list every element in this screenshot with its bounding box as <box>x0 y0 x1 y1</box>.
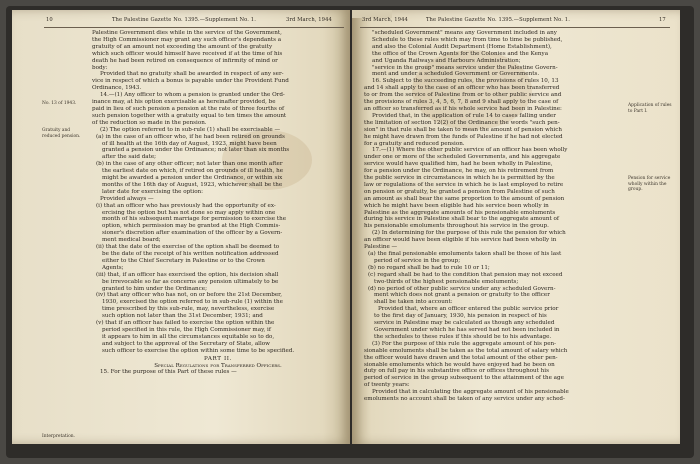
text-line: might be awarded a pension under the Ordinance, or within six <box>102 175 283 182</box>
text-line: either to the Chief Secretary in Palestine or to the Crown <box>102 257 265 264</box>
left-header-title: The Palestine Gazette No. 1395.—Supplement No. 1. <box>112 17 256 23</box>
text-line: 15. For the purpose of this Part of these rules — <box>100 369 237 376</box>
text-line: granted a pension under the Ordinance; not later than six months <box>102 147 290 154</box>
text-line: and 14 shall apply to the case of an officer who has been transferred <box>364 85 560 92</box>
text-line: an amount as shall bear the same proportion to the amount of pension <box>364 195 565 202</box>
text-line: (iv) that any officer who has not, on or before the 21st December, <box>96 292 282 299</box>
text-line: for a pension under the Ordinance, he may, on his retirement from <box>364 168 554 175</box>
text-line: ercising the option but has not done so may apply within one <box>102 209 276 216</box>
text-line: law or regulations of the service in which he is last employed to retire <box>364 181 564 188</box>
right-body-text <box>364 30 622 403</box>
text-line: "scheduled Government" means any Government included in any <box>372 30 557 36</box>
text-line: sionable emoluments which he would have enjoyed had he been on <box>364 361 555 368</box>
text-line: and subject to the approval of the Secretary of State, allow <box>102 340 270 347</box>
text-line: after the said date; <box>102 154 157 161</box>
text-line: period of service in the group subsequent to the attainment of the age <box>364 375 564 382</box>
text-line: period of service in the group; <box>374 257 461 264</box>
left-header-date: 3rd March, 1944 <box>286 17 332 23</box>
text-line: granted to him under the Ordinance; <box>102 285 207 292</box>
header-rule <box>44 27 344 28</box>
text-line: under one or more of the scheduled Governments, and his aggregate <box>364 154 561 161</box>
text-line: ment and under a scheduled Government or Governments. <box>372 71 540 78</box>
text-line: (v) that if an officer has failed to exercise the option within the <box>96 320 275 327</box>
text-line: the public service in circumstances in which he is permitted by the <box>364 175 555 182</box>
header-rule <box>360 27 670 28</box>
right-page-number: 17 <box>659 17 666 23</box>
text-line: Provided that no gratuity shall be awarded in respect of any ser- <box>100 71 284 78</box>
text-line: of ill health at the 16th day of August, 1923, might have been <box>102 140 277 147</box>
text-line: Provided that, where an officer entered the public service prior <box>378 306 559 313</box>
text-line: Agents; <box>102 264 124 271</box>
text-line: paid in lieu of such pension a pension at the rate of three fourths of <box>92 105 285 112</box>
text-line: body: <box>92 64 108 71</box>
text-line: months of the 16th day of August, 1923, whichever shall be the <box>102 181 283 188</box>
margin-note: No. 13 of 1943. <box>42 101 77 106</box>
right-header-date: 3rd March, 1944 <box>362 17 408 23</box>
text-line: option, which permission may be granted at the High Commis- <box>102 223 281 230</box>
text-line: death he had been retired on consequence of infirmity of mind or <box>92 57 278 64</box>
text-line: sionable emoluments shall be taken as the total amount of salary which <box>364 347 568 354</box>
text-line: (ii) that the date of the exercise of the option shall be deemed to <box>96 244 280 251</box>
text-line: "service in the group" means service under the Palestine Govern- <box>372 64 558 71</box>
text-line: Schedule to these rules which may from time to time be published, <box>372 36 563 43</box>
text-line: service in Palestine may be calculated as though any scheduled <box>374 320 555 327</box>
text-line: the schedules to these rules if this should be to his advantage. <box>374 333 552 340</box>
text-line: an officer would have been eligible if his service had been wholly in <box>364 237 557 244</box>
text-line: 14.—(1) Any officer to whom a pension is granted under the Ord- <box>100 92 285 99</box>
margin-note: Gratuity and reduced pension. <box>42 128 81 139</box>
text-line: during his service in Palestine shall bear to the aggregate amount of <box>364 216 559 223</box>
text-line: an officer so transferred as if his whole service had been in Palestine: <box>364 105 562 112</box>
text-line: be irrevocable so far as concerns any pension ultimately to be <box>102 278 279 285</box>
text-line: (d) no period of other public service under any scheduled Govern- <box>368 285 556 292</box>
text-line: to or from the service of Palestine from or to other public service and <box>364 92 562 99</box>
section-heading: Special Regulations for Transferred Officers. <box>154 362 282 369</box>
text-line: be the date of the receipt of his written notification addressed <box>102 251 279 257</box>
text-line: (a) the final pensionable emoluments taken shall be those of his last <box>368 251 562 257</box>
margin-note: Interpretation. <box>42 434 75 439</box>
left-page-number: 10 <box>46 17 53 23</box>
text-line: which he might have been eligible had his service been wholly in <box>364 202 549 209</box>
text-line: ment medical board; <box>102 237 161 244</box>
text-line: two-thirds of the highest pensionable emoluments; <box>374 278 519 285</box>
text-line: inance may, at his option exercisable as hereinafter provided, be <box>92 99 276 106</box>
text-line: Provided that in calculating the aggregate amount of his pensionable <box>372 389 569 396</box>
text-line: 16. Subject to the succeeding rules, the provisions of rules 10, 13 <box>372 78 559 85</box>
text-line: sion" in that rule shall be taken to mean the amount of pension which <box>364 126 562 133</box>
text-line: he might have drawn from the funds of Palestine if he had not elected <box>364 133 563 140</box>
text-line: month of his subsequent marriage for permission to exercise the <box>102 216 287 223</box>
text-line: (2) The option referred to in sub-rule (1) shall be exercisable — <box>100 126 281 133</box>
text-line: such officer to exercise the option within some time to be specified. <box>102 347 295 354</box>
text-line: (iii) that, if an officer has exercised the option, his decision shall <box>96 271 279 278</box>
text-line: duty on full pay in his substantive office or offices throughout his <box>364 368 549 375</box>
right-page <box>352 10 680 444</box>
text-line: gratuity of an amount not exceeding the amount of the gratuity <box>92 43 273 50</box>
margin-note: Pension for service wholly within the group. <box>628 176 671 193</box>
text-line: on pension or gratuity, be granted a pension from Palestine of such <box>364 188 555 195</box>
text-line: emoluments no account shall be taken of any service under any sched- <box>364 396 565 403</box>
margin-note: Application of rules to Part I. <box>628 103 672 114</box>
right-header-title: The Palestine Gazette No. 1395.—Supplement No. 1. <box>426 17 570 23</box>
text-line: (b) in the case of any other officer; not later than one month after <box>96 161 283 168</box>
text-line: 17.—(1) Where the other public service of an officer has been wholly <box>372 147 568 154</box>
text-line: the High Commissioner may grant any such officer's dependants a <box>92 36 282 43</box>
text-line: Provided that, in the application of rule 14 to cases falling under <box>372 112 556 119</box>
text-line: (b) no regard shall be had to rule 10 or 11; <box>368 264 490 271</box>
text-line: his pensionable emoluments throughout his service in the group. <box>364 223 549 230</box>
text-line: (2) In determining for the purpose of this rule the pension for which <box>372 230 566 237</box>
text-line: the provisions of rules 3, 4, 5, 6, 7, 8 and 9 shall apply to the case of <box>364 99 559 106</box>
text-line: the limitation of section 12(2) of the Ordinance the words "such pen- <box>364 119 560 126</box>
text-line: Provided always — <box>100 195 154 202</box>
text-line: of twenty years: <box>364 382 410 389</box>
text-line: Palestine — <box>364 244 398 251</box>
text-line: (3) For the purpose of this rule the aggregate amount of his pen- <box>372 340 557 347</box>
left-page <box>12 10 350 444</box>
text-line: (c) regard shall be had to the condition that pension may not exceed <box>368 271 563 278</box>
text-line: which such officer would himself have received if at the time of his <box>92 50 283 57</box>
text-line: and Uganda Railways and Harbours Administration; <box>372 57 521 64</box>
text-line: Palestine as the aggregate amounts of his pensionable emoluments <box>364 209 556 216</box>
text-line: period specified in this rule, the High Commissioner may, if <box>102 326 271 333</box>
text-line: Ordinance, 1943. <box>92 85 142 92</box>
text-line: time prescribed by this sub-rule, may, nevertheless, exercise <box>102 306 275 313</box>
text-line: shall be taken into account: <box>374 299 453 306</box>
text-line: the office of the Crown Agents for the Colonies and the Kenya <box>372 50 549 57</box>
text-line: (a) in the case of an officer who, if he had been retired on grounds <box>96 133 285 140</box>
text-line: later date for exercising the option: <box>102 188 204 195</box>
text-line: such pension together with a gratuity equal to ten times the amount <box>92 112 287 119</box>
part-heading: PART II. <box>204 355 232 362</box>
left-body-text <box>92 30 344 376</box>
text-line: the earliest date on which, if retired on grounds of ill health, he <box>102 168 284 175</box>
text-line: Palestine Government dies while in the service of the Government, <box>92 30 282 36</box>
text-line: 1930, exercised the option referred to in sub-rule (1) within the <box>102 299 283 306</box>
text-line: and also the Colonial Audit Department (Home Establishment), <box>372 43 552 50</box>
text-line: service would have qualified him, had he been wholly in Palestine, <box>364 161 553 168</box>
text-line: the officer would have drawn and the total amount of the other pen- <box>364 354 558 361</box>
text-line: to the first day of January, 1930, his pension in respect of his <box>374 313 547 320</box>
text-line: vice in respect of which a bonus is payable under the Provident Fund <box>92 78 289 85</box>
text-line: Government under which he has served had not been included in <box>374 326 560 333</box>
text-line: (i) that an officer who has previously had the opportunity of ex- <box>96 202 276 209</box>
text-line: of the reduction so made in the pension. <box>92 119 207 126</box>
text-line: such option not later than the 31st December, 1931; and <box>102 313 263 320</box>
text-line: for a gratuity and reduced pension. <box>364 140 465 147</box>
text-line: ment which does not grant a pension or gratuity to the officer <box>374 292 550 299</box>
text-line: sioner's discretion after examination of the officer by a Govern- <box>102 230 283 237</box>
text-line: it appears to him in all the circumstances equitable so to do, <box>102 333 275 340</box>
